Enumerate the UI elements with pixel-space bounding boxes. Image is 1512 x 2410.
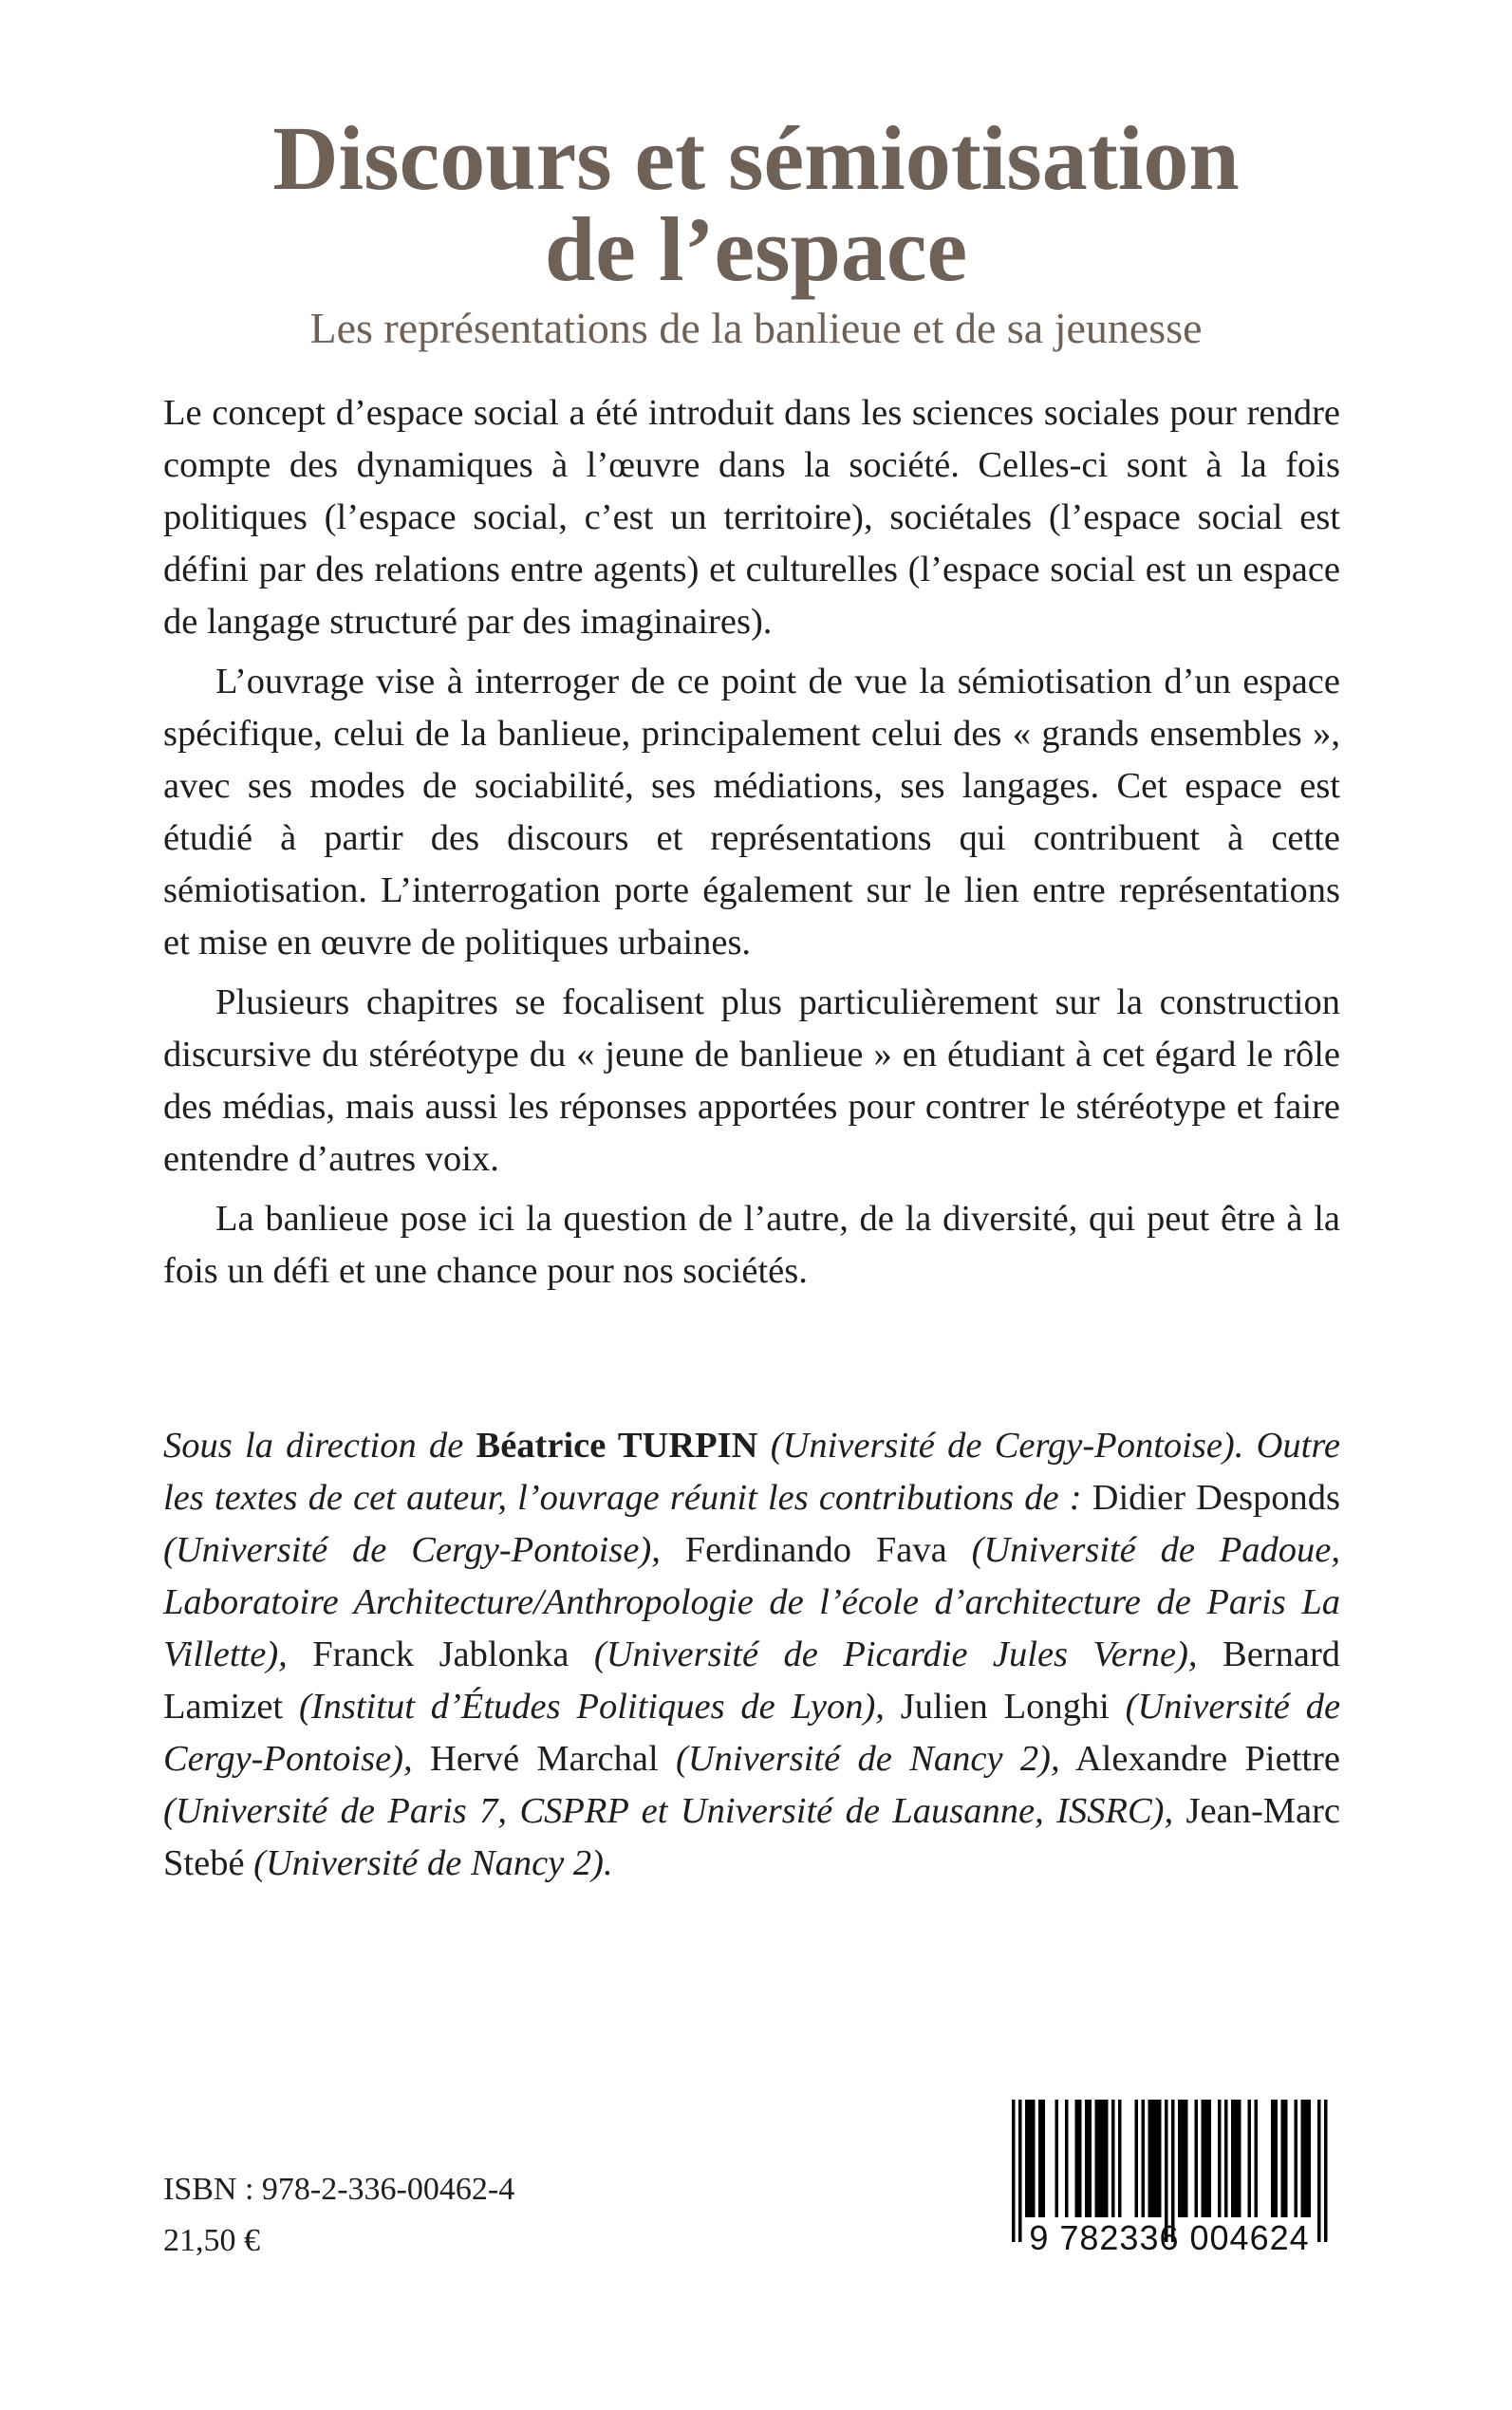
barcode-bar (1248, 2100, 1252, 2217)
contributor-name: Bernard Lamizet (163, 1635, 1341, 1727)
contributor-affiliation: (Université de Cergy-Pontoise), (163, 1687, 1341, 1779)
contributor-affiliation: (Université de Nancy 2), (676, 1739, 1060, 1779)
barcode-bar (1271, 2100, 1275, 2217)
barcode-bar (1204, 2100, 1208, 2217)
barcode-bar (1042, 2100, 1046, 2217)
contributor-name: Franck Jablonka (312, 1635, 569, 1674)
barcode-bar (1308, 2100, 1312, 2217)
barcode-bar (1135, 2100, 1139, 2217)
barcode-bar (1148, 2100, 1152, 2217)
barcode-bar (1098, 2100, 1102, 2217)
barcode-bar (1111, 2100, 1115, 2217)
credits-intro: Sous la direction de (163, 1426, 464, 1466)
barcode-bar (1301, 2100, 1305, 2217)
barcode-bar (1105, 2100, 1109, 2217)
contributor-name: Ferdinando Fava (684, 1530, 947, 1570)
barcode-bar (1195, 2100, 1199, 2217)
barcode-bar (1158, 2100, 1162, 2217)
barcode-bar (1078, 2100, 1082, 2217)
barcode-bar (1208, 2100, 1212, 2217)
contributor-affiliation: (Université de Nancy 2). (253, 1843, 613, 1883)
price: 21,50 € (163, 2223, 260, 2258)
barcode-bar (1238, 2100, 1241, 2217)
barcode-bar (1142, 2100, 1146, 2217)
barcode-bar (1118, 2100, 1122, 2217)
book-title-line-2: de l’espace (544, 198, 968, 300)
contributor-name: Jean-Marc Stebé (163, 1791, 1340, 1883)
barcode-bar (1151, 2100, 1155, 2217)
contributor-name: Julien Longhi (900, 1687, 1110, 1727)
contributor-affiliation: (Université de Cergy-Pontoise), (163, 1530, 661, 1570)
barcode-bar (1295, 2100, 1298, 2217)
barcode-bar (1038, 2100, 1042, 2217)
barcode-bar (1202, 2100, 1205, 2217)
barcode-bar (1102, 2100, 1106, 2217)
barcode-bar (1284, 2100, 1288, 2217)
editor-affiliation: (Université de Cergy-Pontoise). Outre les textes de cet auteur, l’ouvrage réunit les contributions de : (163, 1426, 1340, 1518)
contributor-affiliation: (Université de Padoue, Laboratoire Architecture/Anthropologie de l’école d’architecture de Paris La Villette), (163, 1530, 1341, 1674)
barcode-bar (1218, 2100, 1222, 2217)
barcode-bar (1231, 2100, 1235, 2217)
contributor-affiliation: (Université de Paris 7, CSPRP et Université de Lausanne, ISSRC), (163, 1791, 1174, 1831)
contributors-block (163, 1420, 1340, 1890)
barcode-bar (1178, 2100, 1182, 2217)
barcode-bar (1095, 2100, 1099, 2217)
book-title-line-1: Discours et sémiotisation (272, 107, 1240, 209)
blurb-paragraph-3: Plusieurs chapitres se focalisent plus particulièrement sur la construction discursive du stéréotype du « jeune de banlieue » en étudiant à cet égard le rôle des médias, mais aussi les réponses apportées pour contrer le stéréotype et faire entendre d’autres voix. (163, 982, 1340, 1179)
contributor-name: Hervé Marchal (430, 1739, 659, 1779)
blurb-paragraph-4: La banlieue pose ici la question de l’autre, de la diversité, qui peut être à la fois un défi et une chance pour nos sociétés. (163, 1199, 1340, 1291)
barcode-bar (1029, 2100, 1033, 2217)
editor-name: Béatrice TURPIN (476, 1426, 758, 1466)
barcode-bar (1032, 2100, 1036, 2217)
barcode-bar (1085, 2100, 1089, 2217)
barcode-bar (1275, 2100, 1279, 2217)
barcode-bar (1065, 2100, 1069, 2217)
book-subtitle: Les représentations de la banlieue et de sa jeunesse (309, 304, 1203, 352)
blurb-paragraph-1: Le concept d’espace social a été introduit dans les sciences sociales pour rendre compte des dynamiques à l’œuvre dans la société. Celles-ci sont à la fois politiques (l’espace social, c’est un territoire), sociétales (l’espace social est défini par des relations entre agents) et culturelles (l’espace social est un espace de langage structuré par des imaginaires). (163, 393, 1340, 642)
contributor-affiliation: (Institut d’Études Politiques de Lyon), (298, 1687, 885, 1727)
barcode-bar (1182, 2100, 1185, 2217)
barcode-bar (1155, 2100, 1159, 2217)
barcode-number: 9 782336 004624 (1029, 2218, 1310, 2257)
barcode-bar (1281, 2100, 1285, 2217)
barcode-bar (1075, 2100, 1079, 2217)
contributor-name: Didier Desponds (1092, 1478, 1340, 1518)
contributor-affiliation: (Université de Picardie Jules Verne), (593, 1635, 1198, 1674)
barcode-bar (1235, 2100, 1239, 2217)
isbn: ISBN : 978-2-336-00462-4 (163, 2172, 515, 2207)
barcode-bar (1224, 2100, 1228, 2217)
blurb-paragraph-2: L’ouvrage vise à interroger de ce point de vue la sémiotisation d’un espace spécifique, celui de la banlieue, principalement celui des « grands ensembles », avec ses modes de sociabilité, ses médiations, ses langages. Cet espace est étudié à partir des discours et représentations qui contribuent à cette sémiotisation. L’interrogation porte également sur le lien entre représentations et mise en œuvre de politiques urbaines. (163, 662, 1340, 962)
barcode-bar (1089, 2100, 1092, 2217)
barcode-bar (1185, 2100, 1188, 2217)
barcode-bar (1025, 2100, 1029, 2217)
barcode-bar (1055, 2100, 1059, 2217)
barcode-bar (1255, 2100, 1259, 2217)
blurb (163, 387, 1340, 1305)
barcode-bar (1304, 2100, 1308, 2217)
contributor-name: Alexandre Piettre (1074, 1739, 1340, 1779)
